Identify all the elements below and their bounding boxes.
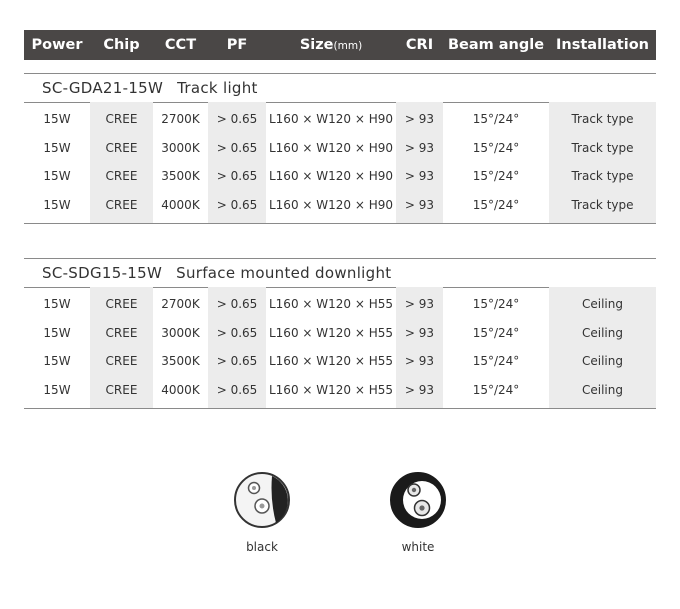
spec-rows [24, 102, 656, 224]
cell-install: Track type [571, 112, 634, 126]
cell-cct: 3500K [161, 354, 200, 368]
model-name: SC-SDG15-15W [42, 264, 163, 282]
spec-rows [24, 287, 656, 409]
cell-cri: > 93 [404, 140, 435, 155]
cell-cri: > 93 [404, 325, 435, 340]
cell-install: Track type [571, 197, 634, 212]
cell-size: L160 × W120 × H90 [268, 169, 394, 183]
header-beam-angle: Beam angle [447, 37, 545, 53]
table-row [24, 290, 656, 319]
header-size-unit: (mm) [333, 40, 363, 52]
cell-cct: 3000K [161, 140, 200, 155]
header-installation: Installation [556, 37, 649, 53]
section-title [42, 259, 391, 287]
cell-cri: > 93 [404, 297, 435, 311]
cell-beam: 15°/24° [472, 382, 520, 397]
table-row [24, 134, 656, 163]
cell-beam: 15°/24° [472, 325, 520, 340]
table-row [24, 376, 656, 405]
cell-chip: CREE [105, 140, 138, 155]
cell-install: Ceiling [582, 297, 623, 311]
cell-power: 15W [43, 140, 71, 155]
finish-options [0, 470, 680, 590]
cell-size: L160 × W120 × H55 [268, 297, 394, 311]
cell-pf: > 0.65 [216, 112, 258, 126]
cell-chip: CREE [105, 325, 138, 340]
cell-cct: 2700K [161, 112, 200, 126]
cell-cct: 3500K [161, 169, 200, 183]
product-type: Track light [177, 79, 258, 97]
cell-chip: CREE [105, 112, 138, 126]
section-title-row [24, 258, 656, 288]
cell-install: Ceiling [582, 382, 623, 397]
section-title [42, 74, 258, 102]
table-row [24, 319, 656, 348]
header-size [266, 30, 396, 60]
cell-cri: > 93 [404, 382, 435, 397]
cell-pf: > 0.65 [216, 297, 258, 311]
cell-power: 15W [43, 169, 71, 183]
cell-cri: > 93 [404, 169, 435, 183]
cell-chip: CREE [105, 382, 138, 397]
model-name: SC-GDA21-15W [42, 79, 164, 97]
cell-install: Ceiling [582, 354, 623, 368]
table-row [24, 347, 656, 376]
cell-cct: 4000K [161, 382, 200, 397]
cell-power: 15W [43, 325, 71, 340]
cell-size: L160 × W120 × H90 [268, 140, 394, 155]
cell-cri: > 93 [404, 354, 435, 368]
cell-power: 15W [43, 354, 71, 368]
finish-label: black [246, 540, 278, 554]
cell-cct: 2700K [161, 297, 200, 311]
cell-beam: 15°/24° [472, 140, 520, 155]
cell-size: L160 × W120 × H55 [268, 325, 394, 340]
cell-pf: > 0.65 [216, 354, 258, 368]
cell-chip: CREE [105, 197, 138, 212]
cell-pf: > 0.65 [216, 197, 258, 212]
table-row [24, 105, 656, 134]
cell-install: Track type [571, 140, 634, 155]
table-row [24, 162, 656, 191]
cell-chip: CREE [105, 354, 138, 368]
cell-beam: 15°/24° [472, 112, 520, 126]
cell-pf: > 0.65 [216, 382, 258, 397]
cell-cri: > 93 [404, 197, 435, 212]
cell-beam: 15°/24° [472, 354, 520, 368]
black-fixture-icon [232, 470, 292, 530]
cell-power: 15W [43, 112, 71, 126]
header-cri: CRI [405, 37, 434, 53]
section-title-row [24, 73, 656, 103]
cell-pf: > 0.65 [216, 325, 258, 340]
table-header [24, 30, 656, 60]
cell-cct: 4000K [161, 197, 200, 212]
cell-power: 15W [43, 297, 71, 311]
cell-pf: > 0.65 [216, 140, 258, 155]
header-power: Power [31, 37, 83, 53]
white-fixture-icon [388, 470, 448, 530]
cell-size: L160 × W120 × H55 [268, 354, 394, 368]
finish-black[interactable] [212, 470, 312, 554]
header-cct: CCT [164, 37, 197, 53]
cell-install: Ceiling [582, 325, 623, 340]
cell-install: Track type [571, 169, 634, 183]
finish-white[interactable] [368, 470, 468, 554]
cell-pf: > 0.65 [216, 169, 258, 183]
finish-label: white [401, 540, 435, 554]
cell-beam: 15°/24° [472, 297, 520, 311]
table-row [24, 191, 656, 220]
cell-cri: > 93 [404, 112, 435, 126]
cell-power: 15W [43, 197, 71, 212]
cell-power: 15W [43, 382, 71, 397]
cell-cct: 3000K [161, 325, 200, 340]
cell-size: L160 × W120 × H90 [268, 197, 394, 212]
header-chip: Chip [103, 37, 140, 53]
cell-chip: CREE [105, 297, 138, 311]
cell-beam: 15°/24° [472, 197, 520, 212]
cell-chip: CREE [105, 169, 138, 183]
cell-size: L160 × W120 × H90 [268, 112, 394, 126]
product-type: Surface mounted downlight [176, 264, 392, 282]
header-size-label: Size [299, 37, 334, 53]
cell-beam: 15°/24° [472, 169, 520, 183]
cell-size: L160 × W120 × H55 [268, 382, 394, 397]
header-pf: PF [226, 37, 248, 53]
